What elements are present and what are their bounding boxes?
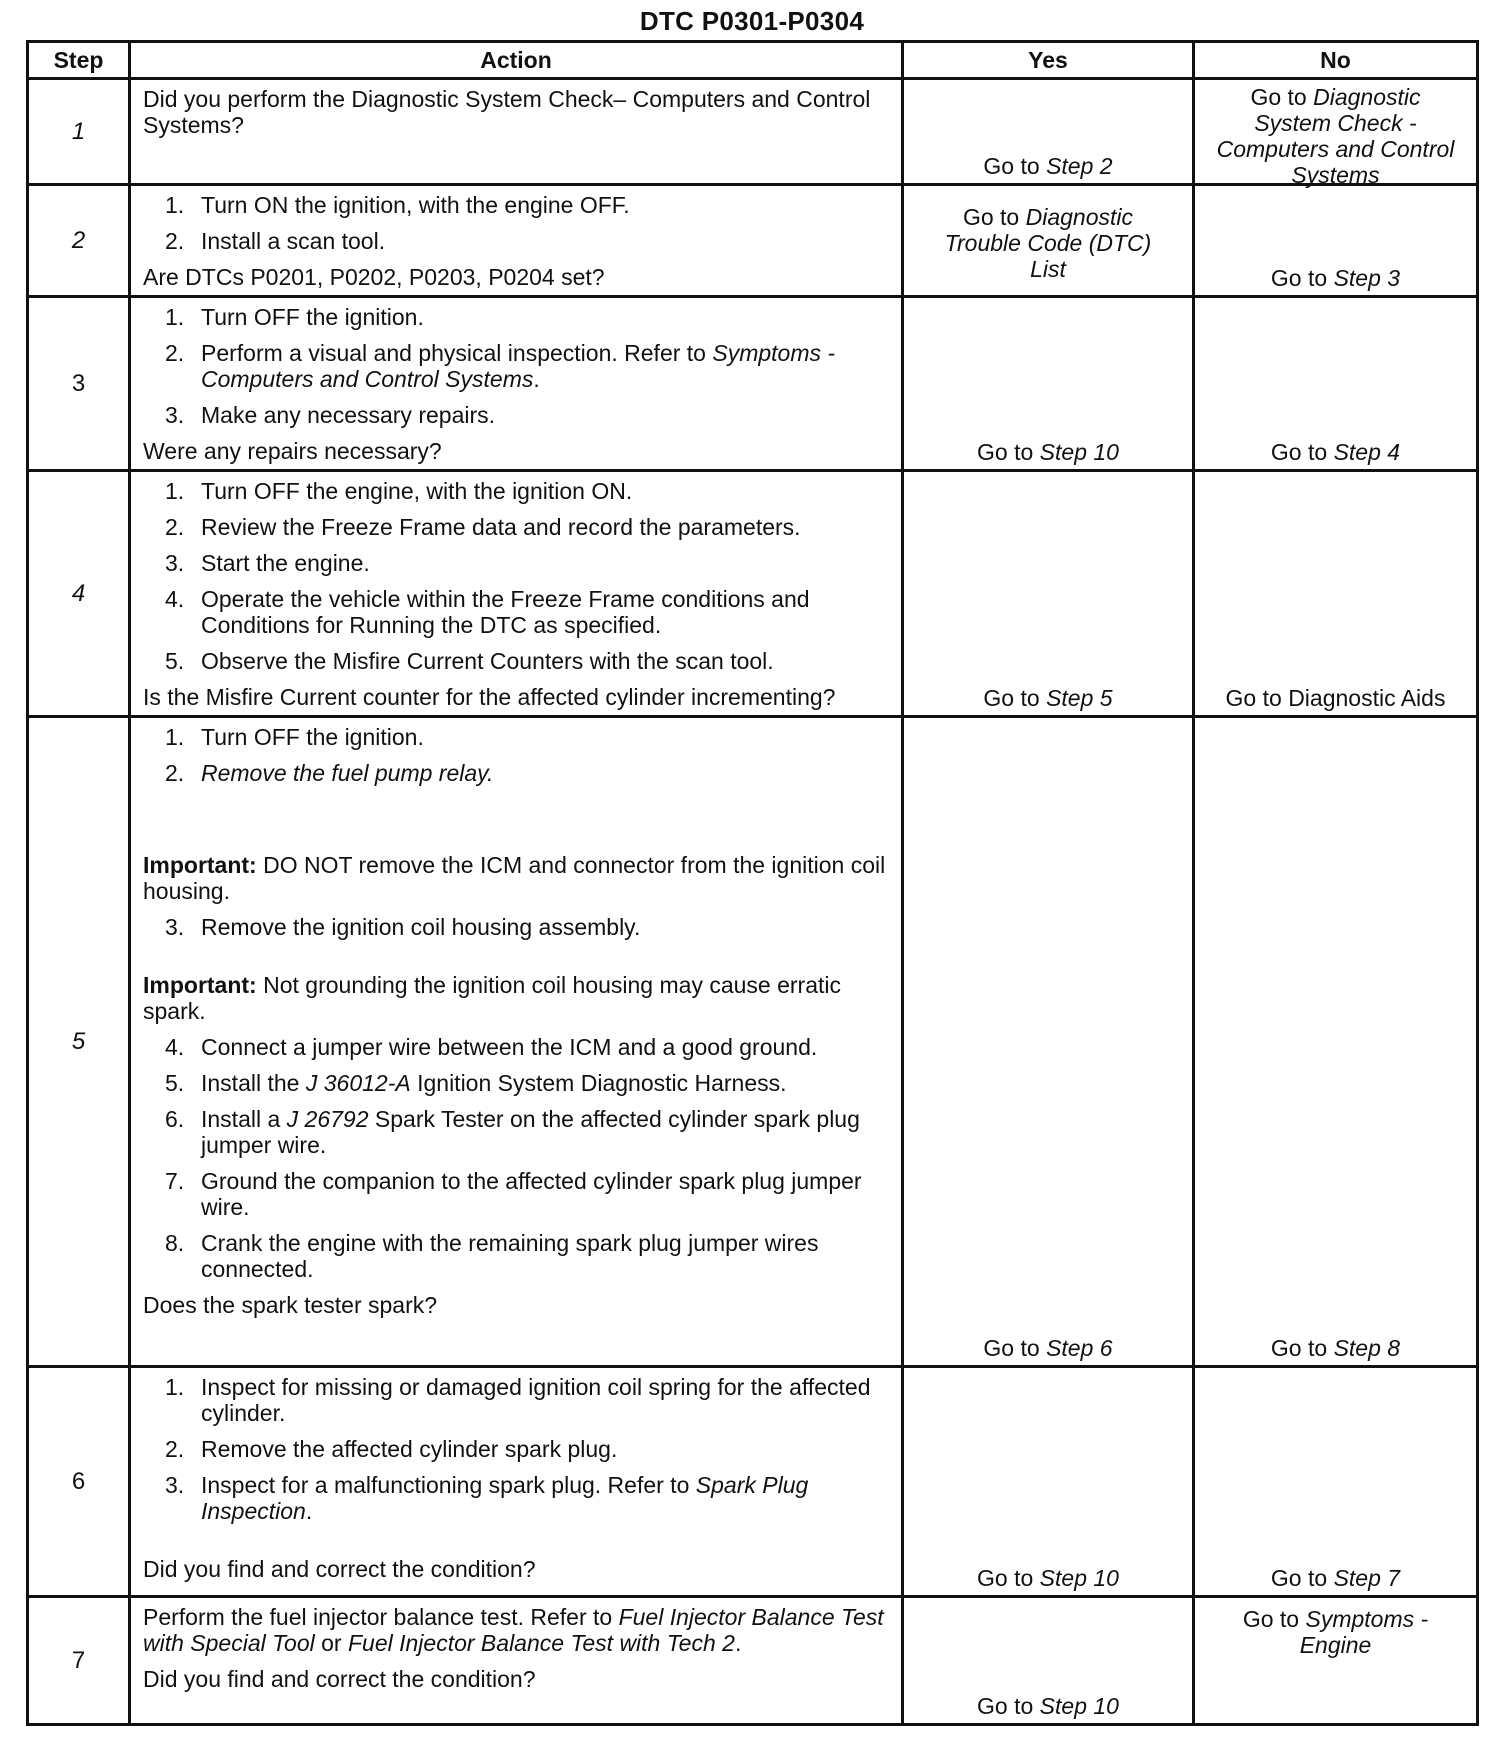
action-cell: 1. Turn OFF the engine, with the ignition ON. 2. Review the Freeze Frame data and record the parameters. 3. Start the engine. 4. Operate the vehicle within the Freeze Frame conditions and Conditions for Running the DTC as specified. 5. Observe the Misfire Current Counters with the scan tool. Is the Misfire Current counter for the affected cylinder incrementing? [130,471,903,717]
important-note: Important: DO NOT remove the ICM and connector from the ignition coil housing. [143,852,886,904]
header-no: No [1194,42,1478,79]
table-row [28,1597,1478,1725]
important-note: Important: Not grounding the ignition coil housing may cause erratic spark. [143,972,841,1024]
no-cell: Go to Diagnostic Aids [1194,471,1478,717]
action-cell: 1. Inspect for missing or damaged ignition coil spring for the affected cylinder. 2. Remove the affected cylinder spark plug. 3. Inspect for a malfunctioning spark plug. Refer to Spark Plug Inspection. Did you find and correct the condition? [130,1367,903,1597]
header-step: Step [28,42,130,79]
yes-cell: Go to Diagnostic Trouble Code (DTC) List [903,185,1194,297]
step-number: 3 [28,297,130,471]
header-action: Action [130,42,903,79]
no-cell: Go to Step 3 [1194,185,1478,297]
table-row [28,297,1478,471]
table-row [28,1367,1478,1597]
step-number: 4 [28,471,130,717]
yes-cell: Go to Step 10 [903,1597,1194,1725]
no-cell: Go to Symptoms - Engine [1194,1597,1478,1725]
yes-cell: Go to Step 5 [903,471,1194,717]
step-number: 7 [28,1597,130,1725]
table-row [28,471,1478,717]
no-cell: Go to Step 7 [1194,1367,1478,1597]
step-number: 1 [28,79,130,185]
action-cell: Perform the fuel injector balance test. Refer to Fuel Injector Balance Test with Special Tool or Fuel Injector Balance Test with Tech 2. Did you find and correct the condition? [130,1597,903,1725]
table-row [28,185,1478,297]
header-yes: Yes [903,42,1194,79]
no-cell: Go to Step 8 [1194,717,1478,1367]
yes-cell: Go to Step 10 [903,1367,1194,1597]
table-row [28,717,1478,1367]
diagnostic-table [26,40,1479,1726]
action-cell: Did you perform the Diagnostic System Check– Computers and Control Systems? [130,79,903,185]
step-number: 5 [28,717,130,1367]
action-cell: 1. Turn ON the ignition, with the engine OFF. 2. Install a scan tool. Are DTCs P0201, P0202, P0203, P0204 set? [130,185,903,297]
yes-cell: Go to Step 2 [903,79,1194,185]
action-cell: 1. Turn OFF the ignition. 2. Perform a visual and physical inspection. Refer to Symptoms - Computers and Control Systems. 3. Make any necessary repairs. Were any repairs necessary? [130,297,903,471]
no-cell: Go to Step 4 [1194,297,1478,471]
action-cell: 1. Turn OFF the ignition. 2. Remove the fuel pump relay. Important: DO NOT remove the ICM and connector from the ignition coil housing. 3. Remove the ignition coil housing assembly. Important: Not grounding the ignition coil housing may cause erratic spark. 4. Connect a jumper wire between the ICM and a good ground. 5. Install the J 36012-A Ignition System Diagnostic Harness. 6. Install a J 26792 Spark Tester on the affected cylinder spark plug jumper wire. 7. Ground the companion to the affected cylinder spark plug jumper wire. 8. Crank the engine with the remaining spark plug jumper wires connected. Does the spark tester spark? [130,717,903,1367]
document-title: DTC P0301-P0304 [639,6,865,36]
yes-cell: Go to Step 6 [903,717,1194,1367]
no-cell: Go to Diagnostic System Check - Computers and Control Systems [1194,79,1478,185]
table-row [28,79,1478,185]
step-number: 2 [28,185,130,297]
header-row [28,42,1478,79]
step-number: 6 [28,1367,130,1597]
yes-cell: Go to Step 10 [903,297,1194,471]
